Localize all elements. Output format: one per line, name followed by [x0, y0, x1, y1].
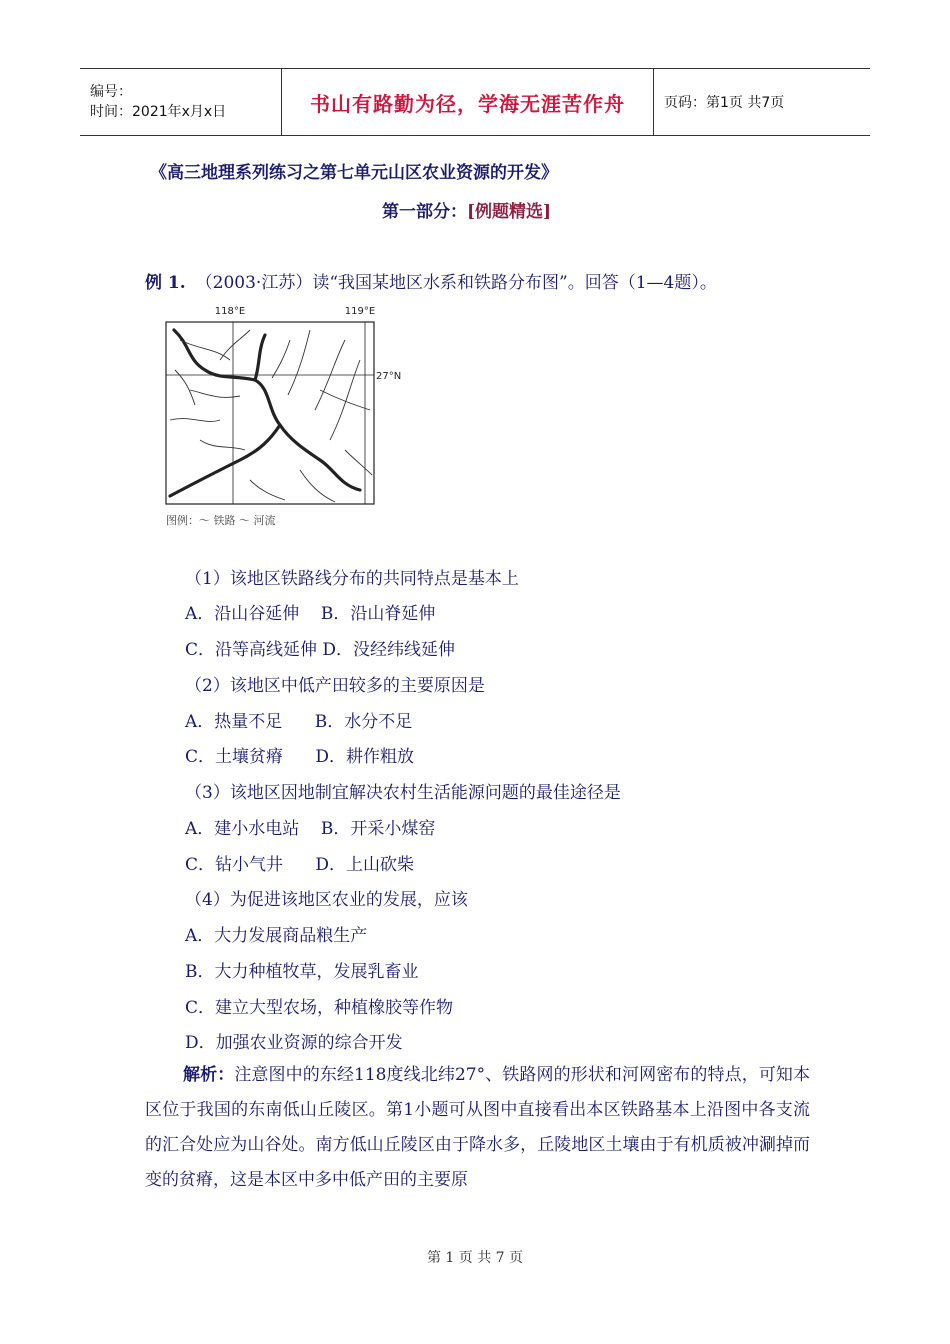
question-line: C．土壤贫瘠 D．耕作粗放 [185, 747, 415, 767]
question-line: C．沿等高线延伸 D．没经纬线延伸 [185, 640, 456, 660]
question-line: A．热量不足 B．水分不足 [185, 712, 413, 732]
question-line: （3）该地区因地制宜解决农村生活能源问题的最佳途径是 [185, 783, 621, 803]
lon-119-label: 119°E [344, 306, 376, 317]
question-line: （2）该地区中低产田较多的主要原因是 [185, 676, 485, 696]
question-line: B．大力种植牧草，发展乳畜业 [185, 962, 419, 982]
example-heading [145, 268, 717, 293]
page-label: 页码：第1页 共7页 [664, 95, 785, 111]
question-line: C．建立大型农场，种植橡胶等作物 [185, 998, 454, 1018]
question-line: D．加强农业资源的综合开发 [185, 1033, 403, 1053]
question-line: （4）为促进该地区农业的发展，应该 [185, 890, 468, 910]
analysis-text: 注意图中的东经118度线北纬27°、铁路网的形状和河网密布的特点，可知本区位于我国的东南低山丘陵区。第1小题可从图中直接看出本区铁路基本上沿图中各支流的汇合处应为山谷处。南方低山丘陵区由于降水多，丘陵地区土壤由于有机质被冲涮掉而变的贫瘠，这是本区中多中低产田的主要原 [145, 1065, 810, 1190]
document-title: 《高三地理系列练习之第七单元山区农业资源的开发》 [150, 163, 558, 183]
question-line: A．大力发展商品粮生产 [185, 926, 368, 946]
example-text: （2003·江苏）读“我国某地区水系和铁路分布图”。回答（1—4题）。 [195, 273, 717, 293]
section-name: [例题精选] [467, 202, 552, 222]
question-line: C．钻小气井 D．上山砍柴 [185, 855, 415, 875]
example-label: 例 1. [145, 273, 186, 293]
number-label: 编号： [90, 84, 132, 100]
question-line: A．沿山谷延伸 B．沿山脊延伸 [185, 604, 436, 624]
time-label: 时间：2021年x月x日 [90, 104, 227, 120]
river-railway-map [160, 300, 405, 530]
lon-118-label: 118°E [214, 306, 246, 317]
motto-text: 书山有路勤为径，学海无涯苦作舟 [310, 91, 625, 116]
page-footer: 第 1 页 共 7 页 [426, 1250, 524, 1266]
map-legend: 图例：〜 铁路 〜 河流 [166, 514, 276, 527]
section-title [382, 197, 551, 222]
analysis-paragraph [145, 1058, 810, 1198]
lat-27-label: 27°N [376, 371, 402, 382]
header-motto [282, 69, 654, 135]
section-prefix: 第一部分： [382, 202, 467, 222]
question-line: A．建小水电站 B．开采小煤窑 [185, 819, 436, 839]
page-header [80, 68, 870, 136]
question-line: （1）该地区铁路线分布的共同特点是基本上 [185, 569, 519, 589]
analysis-label: 解析： [183, 1065, 235, 1085]
header-meta [80, 69, 282, 135]
